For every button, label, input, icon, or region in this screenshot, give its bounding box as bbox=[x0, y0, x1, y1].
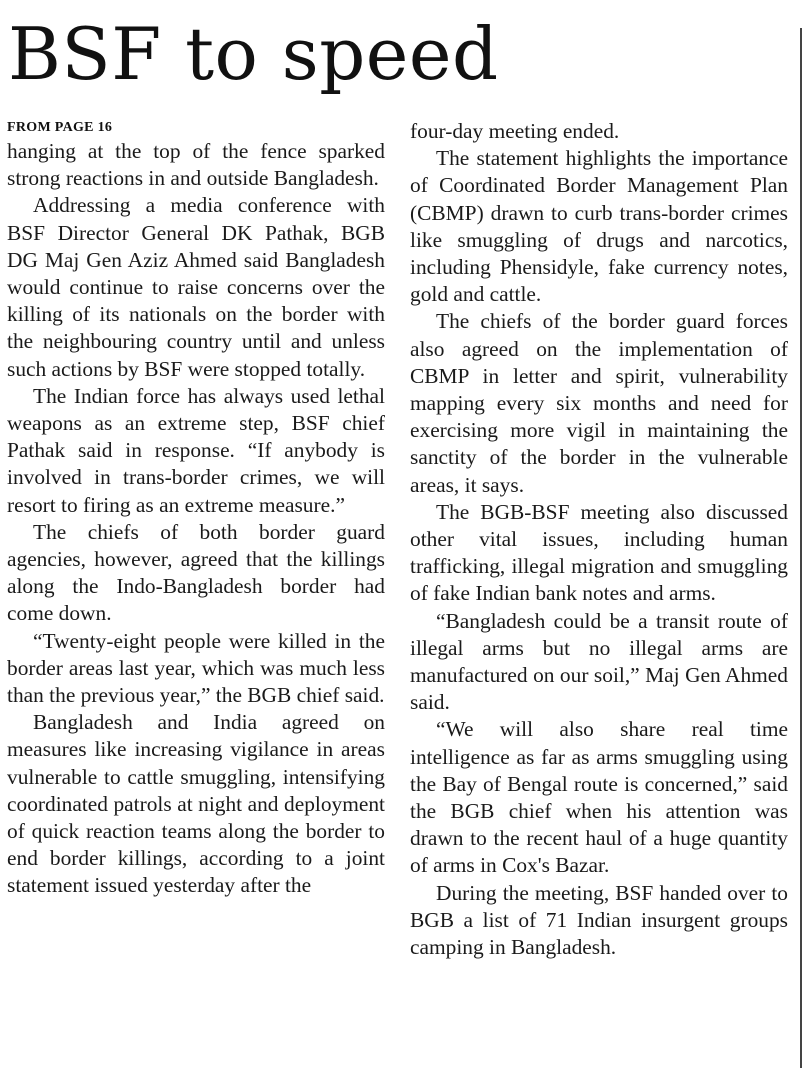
paragraph: The BGB-BSF meeting also discussed other vital issues, including human trafficking, illegal migration and smuggling of fake Indian bank notes and arms. bbox=[410, 499, 788, 606]
paragraph: The chiefs of the border guard forces also agreed on the implementation of CBMP in letter and spirit, vulnerability mapping every six months and need for exercising more vigil in maintaining the sanctity of the border in the vulnerable areas, it says. bbox=[410, 309, 788, 497]
paragraph: The chiefs of both border guard agencies, however, agreed that the killings along the Indo-Bangladesh border had come down. bbox=[7, 519, 385, 626]
paragraph: Bangladesh and India agreed on measures like increasing vigilance in areas vulnerable to cattle smuggling, intensifying coordinated patrols at night and deployment of quick reaction teams along the border to end border killings, according to a joint statement issued yesterday after the bbox=[7, 710, 385, 898]
paragraph: The Indian force has always used lethal weapons as an extreme step, BSF chief Pathak said in response. “If anybody is involved in trans-border crimes, we will resort to firing as an extreme measure.” bbox=[7, 383, 385, 517]
paragraph: Addressing a media conference with BSF Director General DK Pathak, BGB DG Maj Gen Aziz Ahmed said Bangladesh would continue to raise concerns over the killing of its nationals on the border with the neighbouring country until and unless such actions by BSF were stopped totally. bbox=[7, 193, 385, 381]
paragraph: “Twenty-eight people were killed in the border areas last year, which was much less than the previous year,” the BGB chief said. bbox=[7, 628, 385, 708]
headline: BSF to speed bbox=[8, 12, 499, 96]
article-column-right bbox=[410, 118, 788, 961]
paragraph: hanging at the top of the fence sparked strong reactions in and outside Bangladesh. bbox=[7, 139, 385, 191]
paragraph: The statement highlights the importance of Coordinated Border Management Plan (CBMP) drawn to curb trans-border crimes like smuggling of drugs and narcotics, including Phensidyle, fake currency notes, gold and cattle. bbox=[410, 146, 788, 307]
article-column-left bbox=[7, 118, 385, 900]
continuation-kicker: FROM PAGE 16 bbox=[7, 120, 113, 135]
column-rule bbox=[800, 28, 802, 1068]
paragraph: During the meeting, BSF handed over to BGB a list of 71 Indian insurgent groups camping in Bangladesh. bbox=[410, 880, 788, 960]
paragraph: “We will also share real time intelligence as far as arms smuggling using the Bay of Bengal route is concerned,” said the BGB chief when his attention was drawn to the recent haul of a huge quantity of arms in Cox's Bazar. bbox=[410, 717, 788, 878]
paragraph: four-day meeting ended. bbox=[410, 119, 620, 143]
paragraph: “Bangladesh could be a transit route of illegal arms but no illegal arms are manufactured on our soil,” Maj Gen Ahmed said. bbox=[410, 608, 788, 715]
